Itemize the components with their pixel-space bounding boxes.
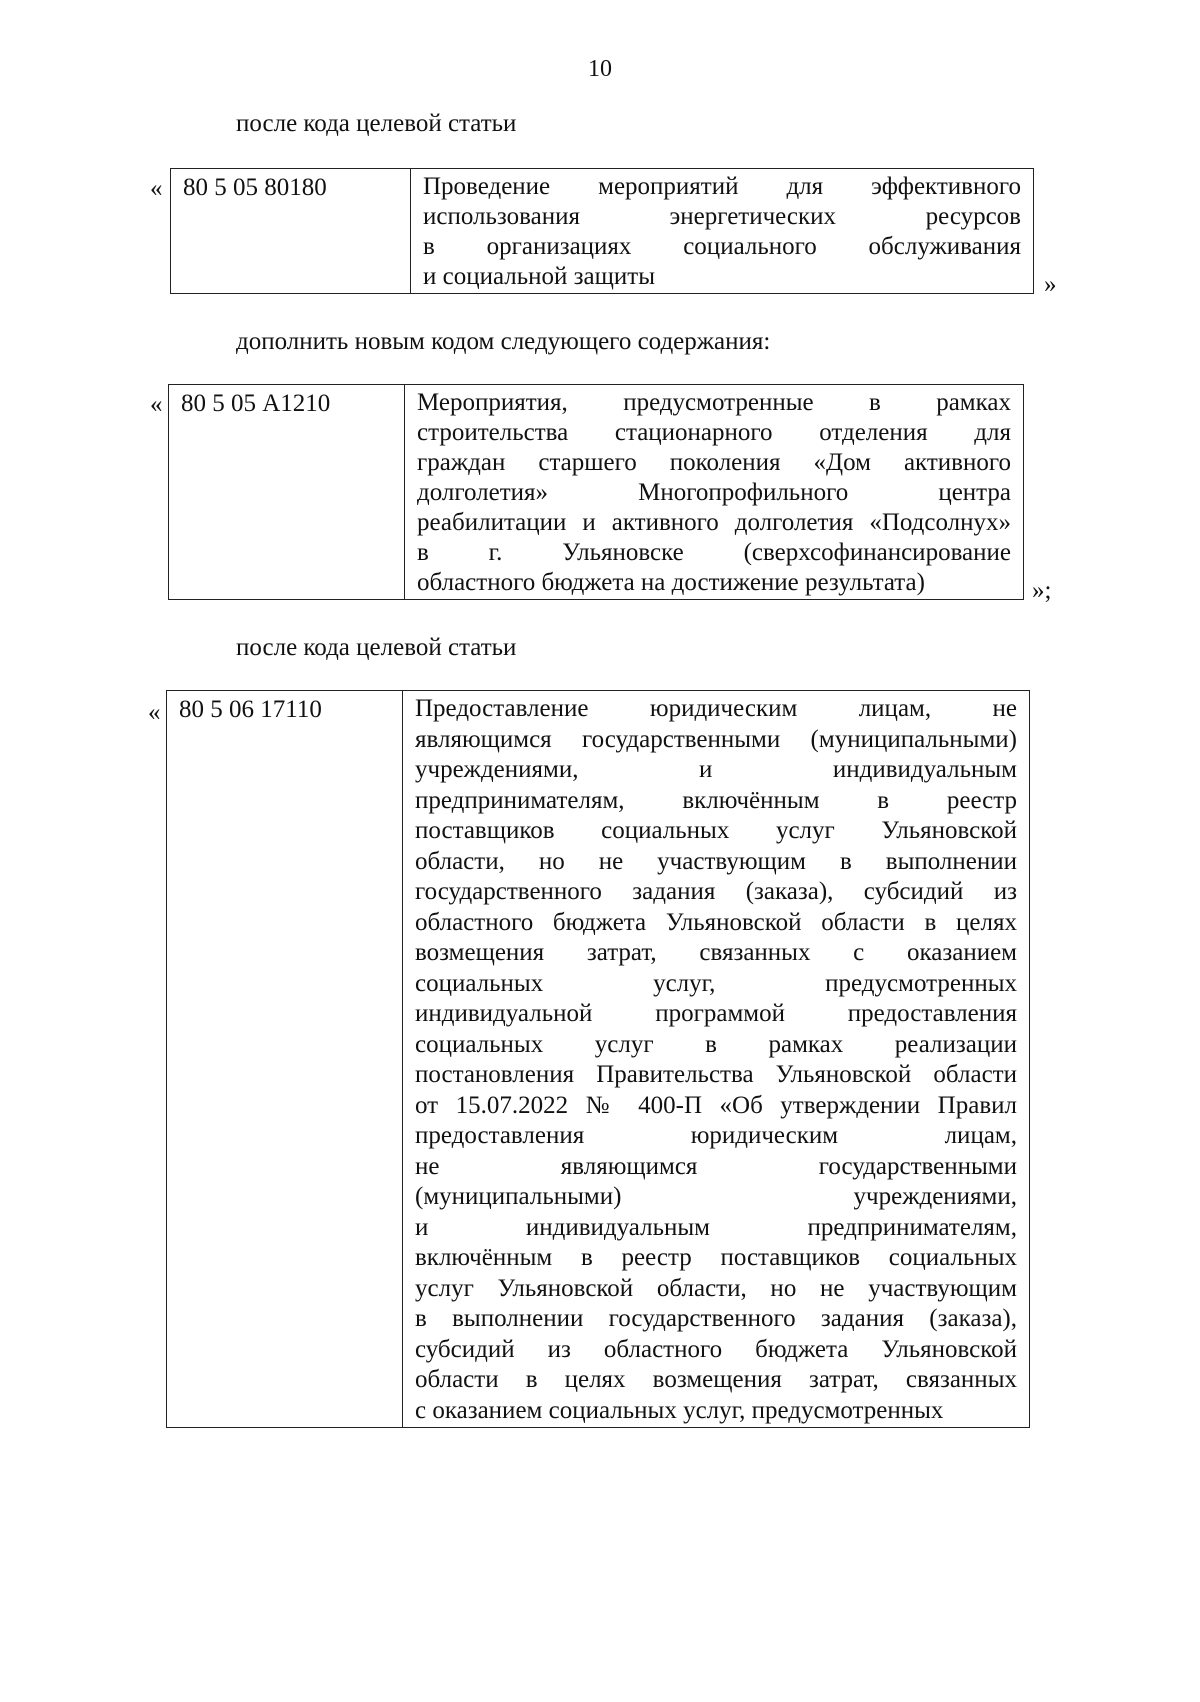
description-line: (муниципальными) учреждениями, — [415, 1183, 1017, 1210]
description-line: социальных услуг в рамках реализации — [415, 1030, 1017, 1058]
intro-text-2: дополнить новым кодом следующего содержания: — [236, 328, 771, 355]
description-cell — [403, 691, 1029, 1427]
open-quote-2: « — [150, 391, 163, 418]
description-line: области в целях возмещения затрат, связанных — [415, 1366, 1017, 1393]
code-cell: 80 5 05 80180 — [171, 169, 411, 293]
description-cell — [405, 385, 1023, 599]
open-quote-1: « — [150, 175, 163, 202]
code-cell: 80 5 05 А1210 — [169, 385, 405, 599]
code-table-2 — [168, 384, 1024, 600]
description-line: Предоставление юридическим лицам, не — [415, 695, 1017, 722]
description-cell — [411, 169, 1033, 293]
description-line: являющимся государственными (муниципальными) — [415, 725, 1017, 753]
close-quote-1: » — [1044, 271, 1057, 298]
description-line: в выполнении государственного задания (заказа), — [415, 1305, 1017, 1332]
open-quote-3: « — [148, 699, 161, 726]
description-line: в г. Ульяновске (сверхсофинансирование — [417, 539, 1011, 566]
description-line: и социальной защиты — [423, 263, 656, 290]
description-line: включённым в реестр поставщиков социальных — [415, 1244, 1017, 1271]
description-line: Проведение мероприятий для эффективного — [423, 173, 1021, 200]
description-line: и индивидуальным предпринимателям, — [415, 1213, 1017, 1241]
page-number: 10 — [588, 56, 612, 82]
description-line: не являющимся государственными — [415, 1152, 1017, 1180]
description-line: области, но не участвующим в выполнении — [415, 847, 1017, 875]
code-table-3 — [166, 690, 1030, 1428]
description-line: долголетия» Многопрофильного центра — [417, 479, 1011, 506]
description-line: учреждениями, и индивидуальным — [415, 756, 1017, 783]
description-line: областного бюджета Ульяновской области в целях — [415, 908, 1017, 936]
description-line: Мероприятия, предусмотренные в рамках — [417, 389, 1011, 416]
description-line: индивидуальной программой предоставления — [415, 1000, 1017, 1027]
description-line: использования энергетических ресурсов — [423, 203, 1021, 230]
description-line: поставщиков социальных услуг Ульяновской — [415, 817, 1017, 844]
description-line: постановления Правительства Ульяновской области — [415, 1061, 1017, 1088]
description-line: предоставления юридическим лицам, — [415, 1122, 1017, 1149]
code-table-1 — [170, 168, 1034, 294]
close-quote-2: »; — [1032, 577, 1052, 604]
description-line: строительства стационарного отделения для — [417, 419, 1011, 446]
description-line: от 15.07.2022 № 400-П «Об утверждении Правил — [415, 1091, 1017, 1119]
description-line: предпринимателям, включённым в реестр — [415, 786, 1017, 814]
description-line: с оказанием социальных услуг, предусмотренных — [415, 1396, 944, 1424]
intro-text-3: после кода целевой статьи — [236, 634, 517, 661]
description-line: в организациях социального обслуживания — [423, 233, 1021, 260]
description-line: граждан старшего поколения «Дом активного — [417, 449, 1011, 476]
description-line: реабилитации и активного долголетия «Подсолнух» — [417, 509, 1011, 536]
description-line: социальных услуг, предусмотренных — [415, 969, 1017, 997]
description-line: государственного задания (заказа), субсидий из — [415, 878, 1017, 905]
code-cell: 80 5 06 17110 — [167, 691, 403, 1427]
intro-text-1: после кода целевой статьи — [236, 110, 517, 137]
description-line: услуг Ульяновской области, но не участвующим — [415, 1274, 1017, 1302]
description-line: областного бюджета на достижение результата) — [417, 569, 925, 596]
description-line: субсидий из областного бюджета Ульяновской — [415, 1335, 1017, 1363]
description-line: возмещения затрат, связанных с оказанием — [415, 939, 1017, 966]
